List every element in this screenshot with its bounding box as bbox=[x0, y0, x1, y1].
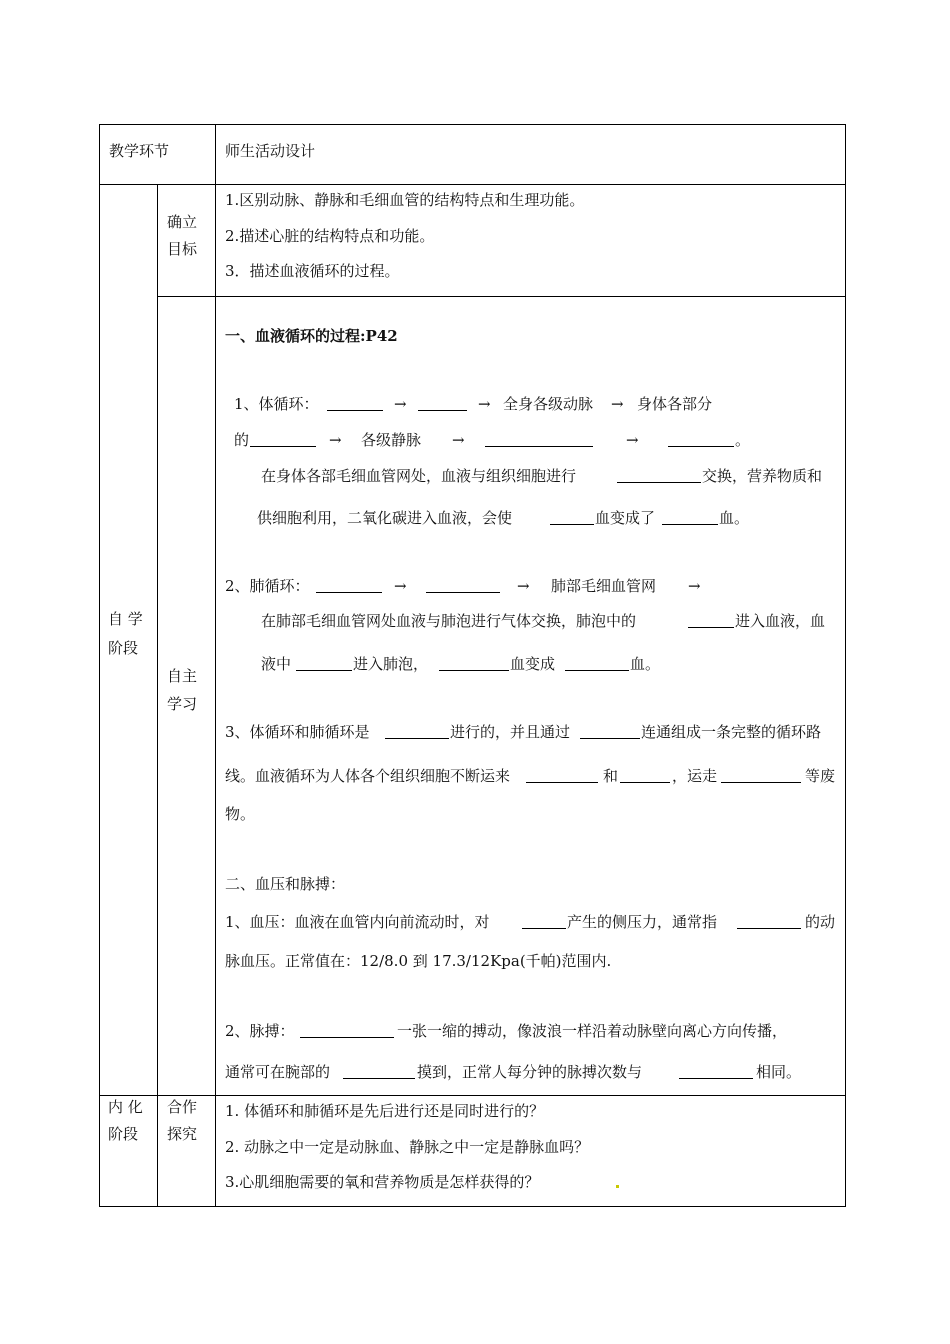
blank-pulse-1[interactable] bbox=[300, 1022, 394, 1038]
blank-pulse-3[interactable] bbox=[679, 1063, 753, 1079]
systemic-intro: 1、体循环： bbox=[234, 395, 319, 413]
circulation-relation-f: ，运走 bbox=[672, 767, 718, 785]
blank-systemic-3[interactable] bbox=[250, 431, 316, 447]
blank-supply-2[interactable] bbox=[620, 767, 670, 783]
blood-pressure-d: 脉血压。正常值在：12/8.0 到 17.3/12Kpa(千帕)范围内. bbox=[225, 952, 612, 970]
goals-label-line1: 确立 bbox=[167, 213, 198, 231]
systemic-para1-b: 交换，营养物质和 bbox=[702, 467, 823, 485]
pulmonary-para2-c: 血变成 bbox=[510, 655, 556, 673]
blank-systemic-1[interactable] bbox=[327, 395, 383, 411]
systemic-para2-b: 血变成了 bbox=[595, 509, 656, 527]
question-1: 1. 体循环和肺循环是先后进行还是同时进行的？ bbox=[225, 1102, 545, 1120]
pulse-c: 通常可在腕部的 bbox=[225, 1063, 331, 1081]
circulation-relation-h: 物。 bbox=[225, 805, 256, 823]
blood-pressure-a: 1、血压：血液在血管内向前流动时，对 bbox=[225, 913, 490, 931]
systemic-arteries: 全身各级动脉 bbox=[503, 395, 594, 413]
arrow-icon: → bbox=[478, 395, 491, 413]
table-bottom-border bbox=[99, 1206, 846, 1207]
cooperative-label-line1: 合作 bbox=[167, 1098, 198, 1116]
cooperative-label-line2: 探究 bbox=[167, 1125, 198, 1143]
arrow-icon: → bbox=[394, 577, 407, 595]
pulmonary-para1-b: 进入血液，血 bbox=[735, 612, 826, 630]
blank-pulse-2[interactable] bbox=[343, 1063, 415, 1079]
stray-dot bbox=[616, 1185, 619, 1188]
systemic-period: 。 bbox=[735, 431, 751, 449]
goal-item-1: 1.区别动脉、静脉和毛细血管的结构特点和生理功能。 bbox=[225, 191, 585, 209]
arrow-icon: → bbox=[394, 395, 407, 413]
pulse-e: 相同。 bbox=[756, 1063, 802, 1081]
circulation-relation-c: 连通组成一条完整的循环路 bbox=[641, 723, 822, 741]
blank-systemic-blood-2[interactable] bbox=[662, 509, 718, 525]
header-row-border bbox=[99, 184, 846, 185]
blank-systemic-blood-1[interactable] bbox=[550, 509, 594, 525]
arrow-icon: → bbox=[626, 431, 639, 449]
header-teaching-stage: 教学环节 bbox=[109, 142, 170, 160]
circulation-relation-e: 和 bbox=[603, 767, 619, 785]
section2-title: 二、血压和脉搏： bbox=[225, 875, 346, 893]
systemic-para2-c: 血。 bbox=[719, 509, 750, 527]
blank-bp-1[interactable] bbox=[522, 913, 566, 929]
goal-item-3: 3．描述血液循环的过程。 bbox=[225, 262, 400, 280]
blank-supply-1[interactable] bbox=[526, 767, 598, 783]
blank-waste[interactable] bbox=[721, 767, 801, 783]
table-top-border bbox=[99, 124, 846, 125]
blank-pulmonary-1[interactable] bbox=[316, 577, 382, 593]
pulmonary-capillaries: 肺部毛细血管网 bbox=[551, 577, 657, 595]
blank-relation-1[interactable] bbox=[385, 723, 449, 739]
question-3: 3.心肌细胞需要的氧和营养物质是怎样获得的？ bbox=[225, 1173, 540, 1191]
arrow-icon: → bbox=[329, 431, 342, 449]
self-study-label-line2: 学习 bbox=[167, 695, 198, 713]
circulation-relation-g: 等废 bbox=[805, 767, 836, 785]
systemic-para1-a: 在身体各部毛细血管网处，血液与组织细胞进行 bbox=[261, 467, 577, 485]
stage2-label-line2: 阶段 bbox=[108, 1125, 139, 1143]
circulation-relation-d: 线。血液循环为人体各个组织细胞不断运来 bbox=[225, 767, 511, 785]
systemic-body-parts: 身体各部分 bbox=[637, 395, 713, 413]
table-left-border bbox=[99, 124, 100, 1207]
pulse-d: 摸到，正常人每分钟的脉搏次数与 bbox=[417, 1063, 643, 1081]
systemic-veins: 各级静脉 bbox=[361, 431, 422, 449]
arrow-icon: → bbox=[452, 431, 465, 449]
pulmonary-para2-d: 血。 bbox=[630, 655, 661, 673]
question-2: 2. 动脉之中一定是动脉血、静脉之中一定是静脉血吗？ bbox=[225, 1138, 590, 1156]
blank-relation-2[interactable] bbox=[580, 723, 640, 739]
systemic-para2-a: 供细胞利用，二氧化碳进入血液，会使 bbox=[257, 509, 513, 527]
pulmonary-para1-a: 在肺部毛细血管网处血液与肺泡进行气体交换，肺泡中的 bbox=[261, 612, 637, 630]
stage1-label-line1: 自 学 bbox=[108, 610, 143, 628]
blank-pulmonary-2[interactable] bbox=[426, 577, 500, 593]
self-study-label-line1: 自主 bbox=[167, 667, 198, 685]
blood-pressure-c: 的动 bbox=[805, 913, 836, 931]
blank-pulmonary-gas-2[interactable] bbox=[296, 655, 352, 671]
arrow-icon: → bbox=[611, 395, 624, 413]
blood-pressure-b: 产生的侧压力，通常指 bbox=[567, 913, 718, 931]
column-divider bbox=[215, 124, 216, 1207]
blank-systemic-5[interactable] bbox=[668, 431, 734, 447]
blank-systemic-2[interactable] bbox=[418, 395, 467, 411]
circulation-relation-b: 进行的，并且通过 bbox=[450, 723, 571, 741]
stage1-bottom-border bbox=[99, 1095, 846, 1096]
stage2-label-line1: 内 化 bbox=[108, 1098, 143, 1116]
section1-title: 一、血液循环的过程:P42 bbox=[225, 327, 398, 345]
stage1-label-line2: 阶段 bbox=[108, 639, 139, 657]
blank-bp-2[interactable] bbox=[737, 913, 801, 929]
header-activity-design: 师生活动设计 bbox=[225, 142, 316, 160]
blank-systemic-exchange[interactable] bbox=[617, 467, 701, 483]
blank-systemic-4[interactable] bbox=[485, 431, 593, 447]
blank-pulmonary-gas-1[interactable] bbox=[688, 612, 734, 628]
pulmonary-para2-b: 进入肺泡， bbox=[353, 655, 429, 673]
arrow-icon: → bbox=[517, 577, 530, 595]
circulation-relation-a: 3、体循环和肺循环是 bbox=[225, 723, 370, 741]
arrow-icon: → bbox=[688, 577, 701, 595]
sub-column-divider bbox=[157, 184, 158, 1207]
goal-item-2: 2.描述心脏的结构特点和功能。 bbox=[225, 227, 435, 245]
blank-pulmonary-blood-2[interactable] bbox=[565, 655, 629, 671]
goals-label-line2: 目标 bbox=[167, 240, 198, 258]
blank-pulmonary-blood-1[interactable] bbox=[439, 655, 509, 671]
pulse-b: 一张一缩的搏动，像波浪一样沿着动脉壁向离心方向传播， bbox=[397, 1022, 788, 1040]
goals-row-border bbox=[157, 296, 846, 297]
pulse-a: 2、脉搏： bbox=[225, 1022, 295, 1040]
pulmonary-intro: 2、肺循环： bbox=[225, 577, 310, 595]
systemic-of: 的 bbox=[234, 431, 250, 449]
pulmonary-para2-a: 液中 bbox=[261, 655, 292, 673]
table-right-border bbox=[845, 124, 846, 1207]
